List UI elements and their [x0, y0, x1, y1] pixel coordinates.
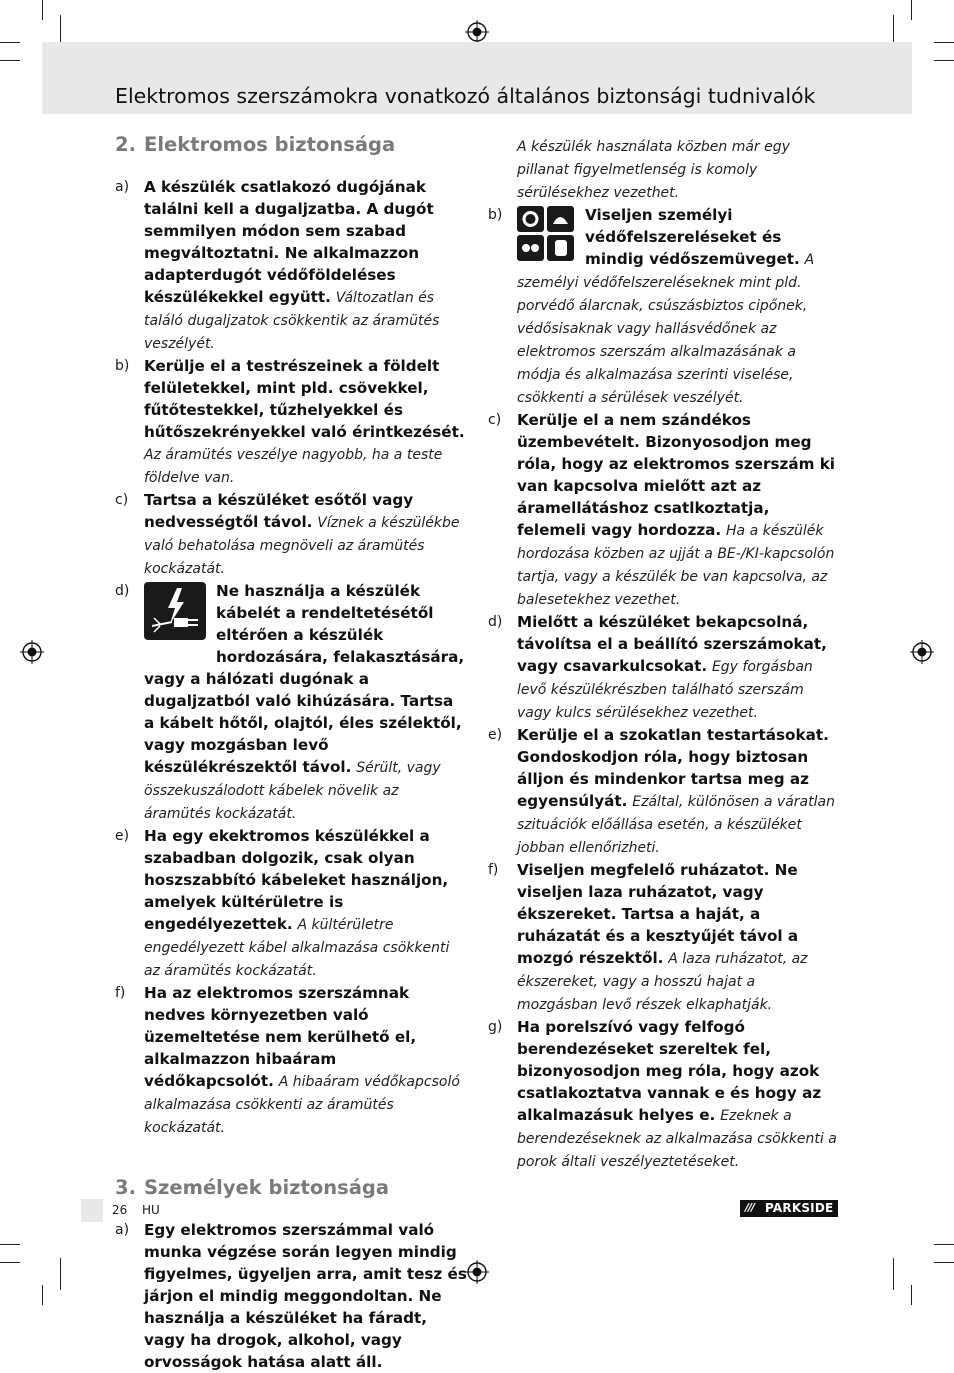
- logo-brand-text: PARKSIDE: [765, 1201, 834, 1215]
- crop-mark: [911, 1285, 912, 1305]
- item-label: c): [115, 492, 129, 508]
- left-column: [115, 130, 467, 1371]
- crop-mark: [60, 1258, 61, 1290]
- item-label: b): [488, 207, 503, 223]
- item-italic-text: A hibaáram védőkapcsoló alkalmazása csökkenti az áramütés kockázatát.: [144, 1074, 460, 1136]
- list-item: [115, 1219, 467, 1371]
- crop-mark: [934, 42, 954, 43]
- list-item: [488, 204, 840, 409]
- registration-mark-icon: [465, 20, 489, 44]
- item-bold-text: Kerülje el a szokatlan testartásokat. Gondoskodjon róla, hogy biztosan álljon és mindenkor tartsa meg az egyensúlyát.: [517, 726, 829, 810]
- list-item: [115, 355, 467, 489]
- list-item: [115, 825, 467, 982]
- list-item: [115, 176, 467, 355]
- item-label: b): [115, 358, 130, 374]
- item-bold-text: Kerülje el a testrészeinek a földelt felületekkel, mint pld. csövekkel, fűtőtestekkel, tűzhelyekkel és hűtőszekrényekkel való érintkezését.: [144, 357, 465, 441]
- item-bold-text: Viseljen megfelelő ruházatot. Ne viseljen laza ruházatot, vagy ékszereket. Tartsa a haját, a ruházatát és a kesztyűjét távol a mozgó részektől.: [517, 861, 799, 967]
- item-italic-text: Víznek a készülékbe való behatolása megnöveli az áramütés kockázatát.: [144, 515, 460, 577]
- crop-mark: [911, 0, 912, 20]
- item-label: e): [488, 727, 503, 743]
- item-bold-text: Ha az elektromos szerszámnak nedves környezetben való üzemeltetése nem kerülhető el, alkalmazzon hibaáram védőkapcsolót.: [144, 984, 417, 1090]
- language-code: HU: [142, 1203, 160, 1217]
- list-item: [115, 982, 467, 1139]
- section-number: 2.: [115, 133, 136, 156]
- cable-hazard-icon: [144, 582, 206, 646]
- item-italic-text: Változatlan és találó dugaljzatok csökkentik az áramütés veszélyét.: [144, 290, 440, 352]
- section-title-text: Elektromos biztonsága: [144, 133, 396, 156]
- list-item: [488, 1016, 840, 1173]
- item-italic-text: Egy forgásban levő készülékrészben található szerszám vagy kulcs sérülésekhez vezethet.: [517, 659, 813, 721]
- item-label: g): [488, 1019, 503, 1035]
- crop-mark: [42, 1285, 43, 1305]
- item-italic-text: Ezáltal, különösen a váratlan szituációk előállása esetén, a készüléket jobban ellenőrizheti.: [517, 794, 835, 856]
- ppe-icon: [517, 206, 575, 268]
- item-bold-text: Ha porelszívó vagy felfogó berendezéseket szereltek fel, bizonyosodjon meg róla, hogy azok csatlakoztatva vannak e és hogy az alkalmazásuk helyes e.: [517, 1018, 822, 1124]
- section-title-text: Személyek biztonsága: [144, 1176, 390, 1199]
- crop-mark: [934, 1262, 954, 1263]
- item-bold-text: Ne használja a készülék kábelét a rendeltetésétől eltérően a készülék hordozására, felakasztására, vagy a hálózati dugónak a dugaljzatból való kihúzására. Tartsa a kábelt hőtől, olajtól, éles szélektől, vagy mozgásban levő készülékrészektől távol.: [144, 582, 465, 776]
- registration-mark-icon: [910, 640, 934, 664]
- item-bold-text: A készülék csatlakozó dugójának találni kell a dugaljzatba. A dugót semmilyen módon sem szabad megváltoztatni. Ne alkalmazzon adapterdugót védőföldeléses készülékekkel együtt.: [144, 178, 434, 306]
- crop-mark: [893, 1258, 894, 1290]
- list-item-continued: [488, 135, 840, 204]
- right-column: [488, 135, 840, 1173]
- item-bold-text: Egy elektromos szerszámmal való munka végzése során legyen mindig figyelmes, ügyeljen arra, amit tesz és járjon el mindig meggondoltan. Ne használja a készüléket ha fáradt, vagy ha drogok, alkohol, vagy orvosságok hatása alatt áll.: [144, 1221, 467, 1371]
- item-italic-text: Sérült, vagy összekuszálodott kábelek növelik az áramütés kockázatát.: [144, 760, 441, 822]
- item-italic-text: Ha a készülék hordozása közben az ujját a BE-/KI-kapcsolón tartja, vagy a készülék be van kapcsolva, az balesetekhez vezethet.: [517, 523, 835, 608]
- registration-mark-icon: [20, 640, 44, 664]
- crop-mark: [42, 0, 43, 20]
- crop-mark: [934, 60, 954, 61]
- list-item: [488, 724, 840, 859]
- item-bold-text: Ha egy ekektromos készülékkel a szabadban dolgozik, csak olyan hoszszabbító kábeleket használjon, amelyek kültérületre is engedélyezettek.: [144, 827, 449, 933]
- item-label: f): [488, 862, 499, 878]
- crop-mark: [0, 42, 20, 43]
- item-label: a): [115, 1222, 130, 1238]
- page-title: Elektromos szerszámokra vonatkozó általános biztonsági tudnivalók: [115, 84, 816, 108]
- item-bold-text: Mielőtt a készüléket bekapcsolná, távolítsa el a beállító szerszámokat, vagy csavarkulcsokat.: [517, 613, 827, 675]
- section-heading: [115, 1173, 467, 1203]
- registration-mark-icon: [465, 1260, 489, 1284]
- crop-mark: [0, 60, 20, 61]
- section-heading: [115, 130, 467, 160]
- item-italic-text: A kültérületre engedélyezett kábel alkalmazása csökkenti az áramütés kockázatát.: [144, 917, 450, 979]
- list-item: [115, 489, 467, 580]
- crop-mark: [934, 1244, 954, 1245]
- item-bold-text: Viseljen személyi védőfelszereléseket és mindig védőszemüveget.: [585, 206, 800, 268]
- item-italic-text: Ezeknek a berendezéseknek az alkalmazása csökkenti a porok általi veszélyeztetéseket.: [517, 1108, 837, 1170]
- item-italic-text: A laza ruházatot, az ékszereket, vagy a hosszú hajat a mozgásban levő részek elkaphatják.: [517, 951, 808, 1013]
- footer-page-marker: [81, 1199, 103, 1222]
- crop-mark: [0, 1244, 20, 1245]
- item-label: c): [488, 412, 502, 428]
- item-italic-text: Az áramütés veszélye nagyobb, ha a teste földelve van.: [144, 447, 443, 486]
- logo-slashes: ///: [745, 1201, 755, 1214]
- item-label: d): [115, 583, 130, 599]
- list-item: [488, 611, 840, 724]
- item-label: d): [488, 614, 503, 630]
- parkside-logo: [740, 1200, 838, 1217]
- item-label: f): [115, 985, 126, 1001]
- item-italic-text: A személyi védőfelszereléseknek mint pld. porvédő álarcnak, csúszásbiztos cipőnek, védősisaknak vagy hallásvédőnek az elektromos szerszám alkalmazásának a módja és alkalmazása szerinti viselése, csökkenti a sérülések veszélyét.: [517, 252, 815, 406]
- item-label: e): [115, 828, 130, 844]
- list-item: [115, 580, 467, 825]
- item-label: a): [115, 179, 130, 195]
- item-bold-text: Kerülje el a nem szándékos üzembevételt. Bizonyosodjon meg róla, hogy az elektromos szerszám ki van kapcsolva mielőtt azt az áramellátáshoz csatlkoztatja, felemeli vagy hordozza.: [517, 411, 836, 539]
- crop-mark: [0, 1262, 20, 1263]
- list-item: [488, 409, 840, 611]
- page-number: 26: [112, 1203, 128, 1217]
- list-item: [488, 859, 840, 1016]
- item-bold-text: Tartsa a készüléket esőtől vagy nedvességtől távol.: [144, 491, 414, 531]
- section-number: 3.: [115, 1176, 136, 1199]
- item-italic-text: A készülék használata közben már egy pillanat figyelmetlenség is komoly sérülésekhez vezethet.: [517, 139, 790, 201]
